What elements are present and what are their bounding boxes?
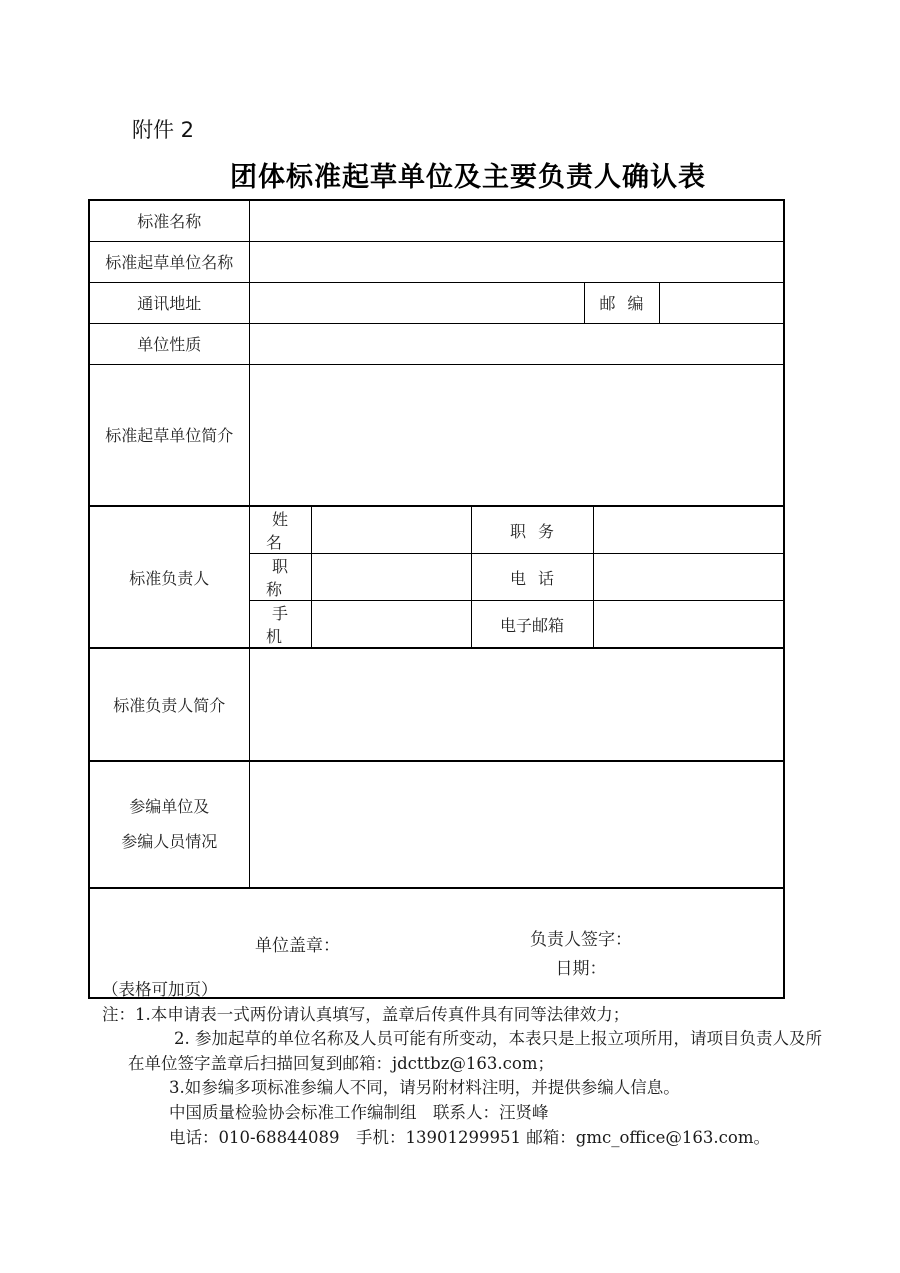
leader-mobile-field[interactable] (311, 601, 471, 649)
signature-block (530, 925, 632, 979)
leader-duty-label: 职务 (471, 506, 593, 554)
leader-label: 标准负责人 (89, 506, 249, 648)
standard-name-label: 标准名称 (89, 200, 249, 241)
table-row (89, 282, 784, 323)
unit-intro-label: 标准起草单位简介 (89, 364, 249, 506)
postal-code-label: 邮编 (584, 282, 659, 323)
leader-intro-field[interactable] (249, 648, 784, 761)
note-3: 3.如参编多项标准参编人不同，请另附材料注明，并提供参编人信息。 (169, 1078, 680, 1098)
page-title: 团体标准起草单位及主要负责人确认表 (230, 162, 706, 193)
date-label: 日期： (555, 959, 607, 979)
leader-email-label: 电子邮箱 (471, 601, 593, 649)
leader-phone-label: 电话 (471, 554, 593, 601)
leader-intro-label: 标准负责人简介 (89, 648, 249, 761)
participants-label-line2: 参编人员情况 (121, 831, 218, 851)
table-row (89, 323, 784, 364)
postal-code-field[interactable] (659, 282, 784, 323)
unit-nature-field[interactable] (249, 323, 784, 364)
participants-label-line1: 参编单位及 (129, 797, 210, 817)
footnotes (88, 978, 828, 1150)
table-row (89, 200, 784, 241)
address-label: 通讯地址 (89, 282, 249, 323)
table-row (89, 761, 784, 888)
participants-field[interactable] (249, 761, 784, 888)
note-phone-email: 电话：010-68844089 手机：13901299951 邮箱：gmc_office@163.com。 (169, 1127, 770, 1147)
note-extra-pages: （表格可加页） (102, 980, 218, 999)
address-field[interactable] (249, 282, 584, 323)
drafting-unit-name-field[interactable] (249, 241, 784, 282)
leader-name-field[interactable] (311, 506, 471, 554)
standard-name-field[interactable] (249, 200, 784, 241)
table-row (89, 364, 784, 506)
unit-intro-field[interactable] (249, 364, 784, 506)
leader-phone-field[interactable] (593, 554, 784, 601)
leader-title-label: 职称 (249, 554, 311, 601)
note-2-line2: 在单位签字盖章后扫描回复到邮箱：jdcttbz@163.com； (128, 1053, 554, 1073)
note-1: 注：1.本申请表一式两份请认真填写，盖章后传真件具有同等法律效力； (102, 1004, 630, 1024)
note-2-line1: 2. 参加起草的单位名称及人员可能有所变动，本表只是上报立项所用，请项目负责人及所 (174, 1029, 822, 1049)
confirmation-form-table (88, 199, 785, 999)
note-org-contact: 中国质量检验协会标准工作编制组 联系人：汪贤峰 (169, 1102, 549, 1122)
drafting-unit-name-label: 标准起草单位名称 (89, 241, 249, 282)
seal-label: 单位盖章： (255, 936, 340, 956)
leader-mobile-label: 手机 (249, 601, 311, 649)
unit-nature-label: 单位性质 (89, 323, 249, 364)
attachment-label: 附件 2 (132, 118, 195, 142)
leader-name-label: 姓名 (249, 506, 311, 554)
participants-label (89, 761, 249, 888)
leader-email-field[interactable] (593, 601, 784, 649)
table-row (89, 648, 784, 761)
leader-title-field[interactable] (311, 554, 471, 601)
leader-duty-field[interactable] (593, 506, 784, 554)
signature-label: 负责人签字： (530, 930, 632, 950)
table-row (89, 241, 784, 282)
table-row (89, 506, 784, 554)
